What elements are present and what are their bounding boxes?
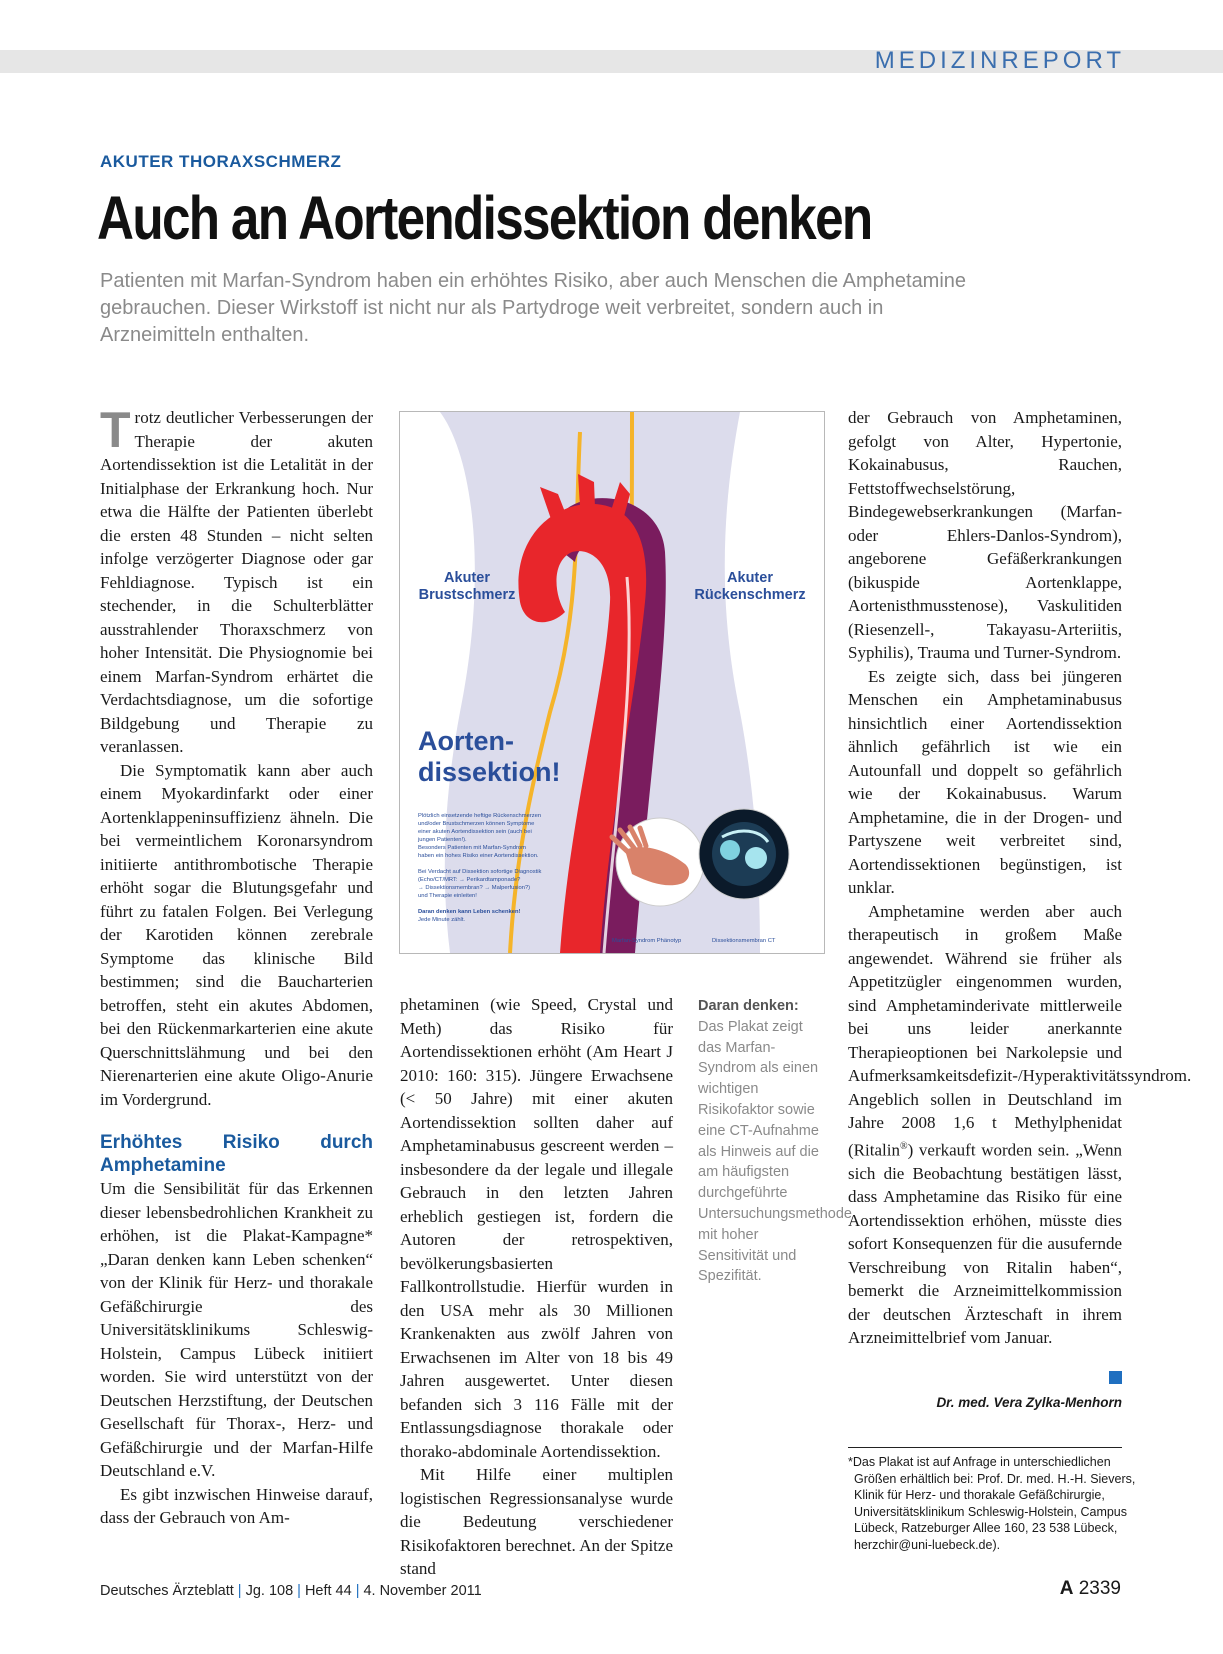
poster-illustration	[400, 412, 824, 953]
caption-text: Das Plakat zeigt das Marfan-Syndrom als einen wichtigen Risikofaktor sowie eine CT-Aufnahme als Hinweis auf die am häufigsten durchgeführte Untersuchungsmethode mit hoher Sensitivität und Spezifität.	[698, 1018, 852, 1285]
poster-label-chest-1: Akuter	[444, 570, 490, 586]
footnote	[848, 1454, 1136, 1554]
poster-text: Jede Minute zählt.	[418, 917, 466, 923]
text-column-2	[400, 993, 673, 1581]
footnote-rule	[848, 1447, 1122, 1448]
poster-headline-1: Aorten-	[418, 726, 514, 756]
journal-name: Deutsches Ärzteblatt	[100, 1583, 234, 1599]
footnote-line: herzchir@uni-luebeck.de).	[854, 1537, 1001, 1552]
registered-mark: ®	[899, 1140, 908, 1152]
paragraph-text: ) verkauft worden sein. „Wenn sich die Beobachtung bestätigen lässt, dass Amphetamine das Risiko für eine Aortendissektion erhöhen, müsste dies sofort Konsequenzen für die ausufernde Verschreibung von Ritalin haben“, bemerkt die Arzneimittelkommission der deutschen Ärzteschaft in ihrem Arzneimittelbrief vom Januar.	[848, 1140, 1122, 1348]
paragraph: phetaminen (wie Speed, Crystal und Meth) das Risiko für Aortendissektionen erhöht (Am Heart J 2010: 160: 315). Jüngere Erwachsene (< 50 Jahre) mit einer akuten Aortendissektion sollten daher auf Amphetaminabusus gescreent werden – insbesondere da der legale und illegale Gebrauch in den letzten Jahren erheblich gestiegen ist, fordern die Autoren der retrospektiven, bevölkerungsbasierten Fallkontrollstudie. Hierfür wurden in den USA mehr als 30 Millionen Krankenakten aus zwölf Jahren von Erwachsenen im Alter von 18 bis 49 Jahren ausgewertet. Unter diesen befanden sich 3 116 Fälle mit der Entlassungsdiagnose thorakale oder thorako-abdominale Aortendissektion.	[400, 995, 673, 1461]
poster-text: einer akuten Aortendissektion sein (auch bei	[418, 829, 532, 835]
poster-label-back-1: Akuter	[727, 570, 773, 586]
caption-heading: Daran denken:	[698, 998, 799, 1014]
paragraph-text: Amphetamine werden aber auch therapeutisch in großem Maße angewendet. Während sie früher als Appetitzügler eingenommen wurden, sind Amphetaminderivate mittlerweile bei uns leider anerkannte Therapieoptionen bei Narkolepsie und Aufmerksamkeitsdefizit-/Hyperaktivitätssyndrom. Angeblich sollen in Deutschland im Jahre 2008 1,6 t Methylphenidat (Ritalin	[848, 901, 1192, 1160]
author: Dr. med. Vera Zylka-Menhorn	[936, 1395, 1122, 1410]
footnote-line: Größen erhältlich bei: Prof. Dr. med. H.-H. Sievers,	[854, 1471, 1136, 1486]
poster-text: jungen Patienten!).	[418, 837, 467, 843]
footer-separator: |	[237, 1583, 242, 1599]
paragraph	[100, 402, 373, 759]
poster-text: Bei Verdacht auf Dissektion sofortige Diagnostik	[418, 869, 542, 875]
ct-scan-photo	[699, 809, 789, 899]
poster-text: Daran denken kann Leben schenken!	[418, 909, 521, 915]
image-caption	[698, 996, 852, 1287]
paragraph: Es zeigte sich, dass bei jüngeren Menschen ein Amphetaminabusus hinsichtlich einer Aortendissektion ähnlich gefährlich ist wie ein Autounfall und doppelt so gefährlich wie der Kokainabusus. Warum Amphetamine, die in der Drogen- und Partyszene weit verbreitet sind, Aortendissektionen begünstigen, ist unklar.	[848, 666, 1122, 897]
footnote-line: *Das Plakat ist auf Anfrage in unterschiedlichen	[848, 1455, 1111, 1469]
paragraph: Mit Hilfe einer multiplen logistischen Regressionsanalyse wurde die Bedeutung verschiedener Risikofaktoren berechnet. An der Spitze stand	[400, 1465, 673, 1578]
drop-cap: T	[100, 402, 131, 458]
poster-text: → Dissektionsmembran? → Malperfusion?)	[418, 885, 531, 891]
footer-separator: |	[355, 1583, 360, 1599]
text-column-1	[100, 402, 373, 1530]
page-number-value: 2339	[1078, 1578, 1121, 1599]
poster-text: Plötzlich einsetzende heftige Rückenschmerzen	[418, 813, 542, 819]
poster-label-chest-2: Brustschmerz	[418, 587, 516, 603]
page-prefix: A	[1059, 1578, 1074, 1599]
footnote-line: Lübeck, Ratzeburger Allee 160, 23 538 Lübeck,	[854, 1521, 1118, 1536]
journal-date: 4. November 2011	[363, 1583, 482, 1599]
paragraph: der Gebrauch von Amphetaminen, gefolgt von Alter, Hypertonie, Kokainabusus, Rauchen, Fettstoffwechselstörung, Bindegewebserkrankungen (Marfan- oder Ehlers-Danlos-Syndrom), angeborene Gefäßerkrankungen (bikuspide Aortenklappe, Aortenisthmusstenose), Vaskulitiden (Riesenzell-, Takayasu-Arteriitis, Syphilis), Trauma und Turner-Syndrom.	[848, 408, 1122, 662]
paragraph: Um die Sensibilität für das Erkennen dieser lebensbedrohlichen Krankheit zu erhöhen, ist die Plakat-Kampagne* „Daran denken kann Leben schenken“ von der Klinik für Herz- und thorakale Gefäßchirurgie des Universitätsklinikums Schleswig-Holstein, Campus Lübeck initiiert worden. Sie wird unterstützt von der Deutschen Herzstiftung, der Deutschen Gesellschaft für Thorax-, Herz- und Gefäßchirurgie und der Marfan-Hilfe Deutschland e.V.	[100, 1179, 373, 1480]
article-kicker: AKUTER THORAXSCHMERZ	[100, 152, 342, 171]
poster-text: (Echo/CT/MRT: → Perikardtamponade?	[418, 877, 521, 883]
poster-headline-2: dissektion!	[418, 757, 561, 787]
poster-text: und Therapie einleiten!	[418, 893, 477, 899]
paragraph	[848, 900, 1192, 1350]
poster-photo-caption: Dissektionsmembran CT	[712, 938, 776, 944]
paragraph: Es gibt inzwischen Hinweise darauf, dass der Gebrauch von Am-	[100, 1484, 373, 1527]
footnote-line: Klinik für Herz- und thorakale Gefäßchirurgie,	[854, 1488, 1105, 1503]
poster-text: haben ein hohes Risiko einer Aortendissektion.	[418, 853, 539, 859]
text-column-3	[848, 406, 1192, 1350]
poster-photo-caption: Marfan-Syndrom Phänotyp	[612, 938, 682, 944]
end-mark	[1109, 1371, 1122, 1384]
poster-text: Besonders Patienten mit Marfan-Syndrom	[418, 845, 526, 851]
article-lead: Patienten mit Marfan-Syndrom haben ein erhöhtes Risiko, aber auch Menschen die Amphetamine gebrauchen. Dieser Wirkstoff ist nicht nur als Partydroge weit verbreitet, sondern auch in Arzneimitteln enthalten.	[100, 270, 967, 346]
section-label: MEDIZINREPORT	[874, 47, 1125, 74]
subheading: Erhöhtes Risiko durch Amphetamine	[100, 1132, 373, 1176]
article-title: Auch an Aortendissektion denken	[97, 184, 872, 252]
poster-image	[399, 411, 825, 954]
page-footer	[100, 1583, 482, 1599]
footer-separator: |	[297, 1583, 301, 1599]
journal-issue: Heft 44	[304, 1583, 352, 1599]
poster-label-back-2: Rückenschmerz	[694, 587, 806, 603]
paragraph: Die Symptomatik kann aber auch einem Myokardinfarkt oder einer Aortenklappeninsuffizienz ähneln. Die bei vermeintlichem Koronarsyndrom initiierte antithrombotische Therapie erhöht sogar die Blutungsgefahr und führt zu fatalen Folgen. Bei Verlegung der Karotiden können zerebrale Symptome das klinische Bild bestimmen; sind die Baucharterien betroffen, steht ein akutes Abdomen, bei den Rückenmarkarterien eine akute Querschnittslähmung und bei den Nierenarterien eine akute Oligo-Anurie im Vordergrund.	[100, 760, 373, 1109]
page-number	[1060, 1578, 1121, 1600]
paragraph-text: rotz deutlicher Verbesserungen der Therapie der akuten Aortendissektion ist die Letalität in der Initialphase der Erkrankung hoch. Nur etwa die Hälfte der Patienten überlebt die ersten 48 Stunden – nicht selten infolge verzögerter Diagnose oder gar Fehldiagnose. Typisch ist ein stechender, in die Schulterblätter ausstrahlender Thoraxschmerz von hoher Intensität. Die Physiognomie bei einem Marfan-Syndrom erhärtet die Verdachtsdiagnose, um die sofortige Bildgebung und Therapie zu veranlassen.	[100, 408, 373, 756]
footnote-line: Universitätsklinikum Schleswig-Holstein, Campus	[854, 1504, 1128, 1519]
poster-text: und/oder Brustschmerzen können Symptome	[418, 821, 535, 827]
journal-volume: Jg. 108	[245, 1583, 294, 1599]
